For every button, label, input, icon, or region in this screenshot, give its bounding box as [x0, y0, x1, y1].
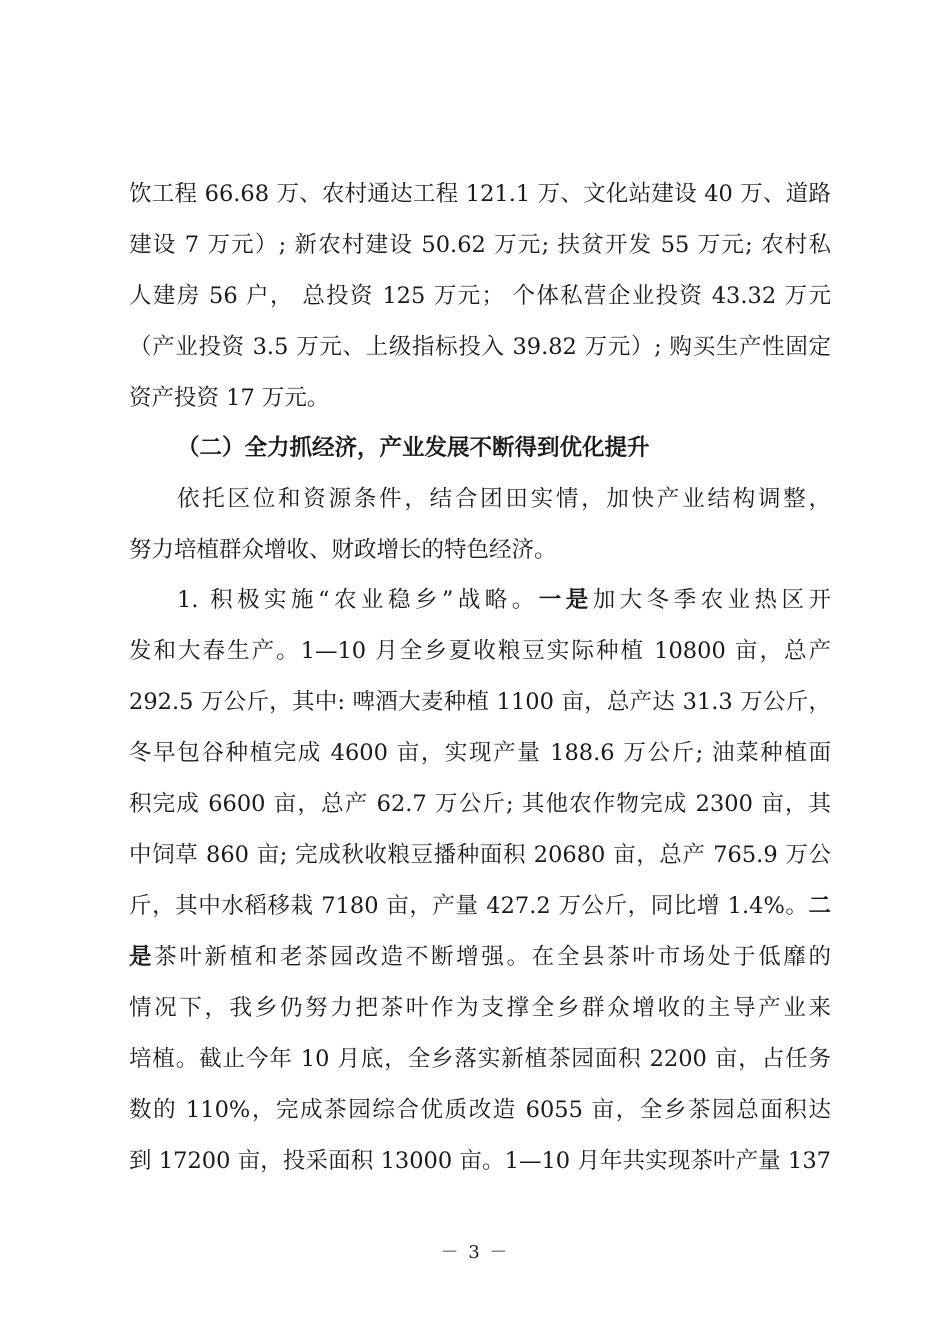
- paragraph-line: 冬早包谷种植完成 4600 亩，实现产量 188.6 万公斤; 油菜种植面: [129, 740, 831, 766]
- paragraph-line: 建设 7 万元）; 新农村建设 50.62 万元; 扶贫开发 55 万元; 农村私: [129, 232, 831, 258]
- item-text: 加大冬季农业热区开: [592, 587, 831, 613]
- paragraph-line: 资产投资 17 万元。: [129, 385, 330, 411]
- item-first-line: [177, 574, 831, 626]
- paragraph-line: [129, 931, 831, 983]
- paragraph-line: 发和大春生产。1—10 月全乡夏收粮豆实际种植 10800 亩，总产: [129, 638, 831, 664]
- paragraph-line: 依托区位和资源条件，结合团田实情，加快产业结构调整，: [177, 486, 831, 512]
- paragraph-line: 努力培植群众增收、财政增长的特色经济。: [129, 537, 557, 563]
- paragraph-line: 情况下，我乡仍努力把茶叶作为支撑全乡群众增收的主导产业来: [129, 995, 831, 1021]
- paragraph-line: （产业投资 3.5 万元、上级指标投入 39.82 万元）; 购买生产性固定: [129, 334, 831, 360]
- paragraph-line: 292.5 万公斤，其中: 啤酒大麦种植 1100 亩，总产达 31.3 万公斤，: [129, 689, 831, 715]
- paragraph-line: 培植。截止今年 10 月底，全乡落实新植茶园面积 2200 亩，占任务: [129, 1046, 831, 1072]
- paragraph-line: 中饲草 860 亩; 完成秋收粮豆播种面积 20680 亩，总产 765.9 万公: [129, 842, 831, 868]
- paragraph-line: 到 17200 亩，投采面积 13000 亩。1—10 月年共实现茶叶产量 137: [129, 1148, 831, 1174]
- item-title: 1. 积极实施“农业稳乡”战略。: [177, 587, 539, 613]
- keyword-second-part2: 是: [129, 944, 155, 970]
- page-number: － 3 －: [440, 1242, 510, 1263]
- keyword-second-part1: 二: [808, 893, 831, 919]
- paragraph-line: [129, 880, 831, 932]
- paragraph-line: 积完成 6600 亩，总产 62.7 万公斤; 其他农作物完成 2300 亩，其: [129, 791, 831, 817]
- paragraph-line: 饮工程 66.68 万、农村通达工程 121.1 万、文化站建设 40 万、道路: [129, 181, 831, 207]
- paragraph-line: 数的 110%，完成茶园综合优质改造 6055 亩，全乡茶园总面积达: [129, 1097, 831, 1123]
- paragraph-line: 人建房 56 户， 总投资 125 万元； 个体私营企业投资 43.32 万元: [129, 283, 831, 309]
- item-text: 茶叶新植和老茶园改造不断增强。在全县茶叶市场处于低靡的: [154, 944, 831, 970]
- section-heading: （二）全力抓经济，产业发展不断得到优化提升: [177, 435, 650, 461]
- keyword-first: 一是: [538, 587, 593, 613]
- item-text: 斤，其中水稻移栽 7180 亩，产量 427.2 万公斤，同比增 1.4%。: [129, 893, 809, 919]
